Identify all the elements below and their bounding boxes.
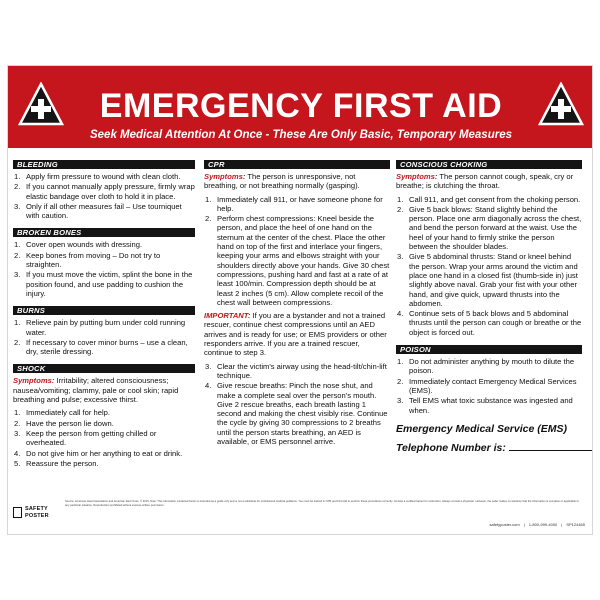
list-item: 1. Cover open wounds with dressing.: [14, 240, 143, 250]
telephone-blank-line: [509, 440, 593, 451]
list-item: 4. Give rescue breaths: Pinch the nose shut, and make a complete seal over the person's mouth. Give 2 rescue breaths, each breath lasting 1 second and making the chest visibly rise. Continue the cycle by giving 30 compressions to 2 breaths until the person starts breathing, an AED is available, or EMS personnel arrive.: [205, 381, 388, 447]
list-item: 2. If you cannot manually apply pressure, firmly wrap elastic bandage over cloth to hold it in place.: [14, 182, 195, 201]
first-aid-cross-icon: [538, 82, 584, 126]
cpr-symptoms: Symptoms: The person is unresponsive, not breathing, or not breathing normally (gasping).: [204, 172, 360, 191]
list-item: 1. Immediately call for help.: [14, 408, 110, 418]
list-item: 1. Relieve pain by putting burn under cold running water.: [14, 318, 186, 337]
shock-steps: [13, 408, 195, 468]
list-item: 3. Keep the person from getting chilled or overheated.: [14, 428, 157, 448]
list-item: 2. Keep bones from moving – Do not try to straighten.: [14, 250, 161, 270]
list-item: 3. If you must move the victim, splint the bone in the position found, and use padding to cushion the injury.: [14, 270, 193, 298]
list-item: 1. Call 911, and get consent from the choking person.: [397, 194, 581, 204]
list-item: 2. Give 5 back blows: Stand slightly behind the person. Place one arm diagonally across the chest, and bend the person forward at the waist. Use the heel of your hand to firmly strike the person between the shoulder blades.: [397, 204, 582, 252]
section-heading: BLEEDING: [13, 160, 195, 169]
choking-section: [396, 160, 582, 337]
product-code: SP124465: [566, 522, 585, 527]
list-item: 4. Do not give him or her anything to eat or drink.: [14, 448, 183, 458]
list-item: 1. Apply firm pressure to wound with clean cloth.: [14, 172, 181, 181]
logo-mark-icon: [13, 507, 22, 518]
section-heading: SHOCK: [13, 364, 195, 373]
source-disclaimer: Source: American Heart Association and American Red Cross, © 2015. Note: The information contained herein is intended as a guide only and is not a substitute for professional medical guidance. You must be trained in CPR and First Aid to perform these procedures correctly. Contact a certified trainer for instruction. Always consult a physician. However, the seller makes no warranty that the information is complete or applicable to any particular situation. Reproduction prohibited without express written permission.: [65, 500, 579, 507]
footer: [13, 498, 587, 532]
shock-section: [13, 364, 195, 468]
choking-steps: [396, 195, 582, 337]
choking-symptoms: Symptoms: The person cannot cough, speak, cry or breathe; is clutching the throat.: [396, 172, 574, 191]
section-heading: POISON: [396, 345, 582, 354]
cpr-section: [204, 160, 390, 446]
list-item: 1. Do not administer anything by mouth to dilute the poison.: [397, 357, 575, 376]
left-column: [13, 160, 195, 476]
list-item: 1. Immediately call 911, or have someone phone for help.: [205, 194, 383, 213]
list-item: 2. Have the person lie down.: [14, 418, 114, 428]
shock-symptoms: Symptoms: Irritability; altered consciousness; nausea/vomiting; clammy, pale or cool skin; rapid breathing and pulse; excessive thirst.: [13, 376, 179, 405]
telephone-field: [396, 440, 582, 455]
page-title: EMERGENCY FIRST AID: [99, 87, 503, 125]
header-banner: [8, 66, 593, 148]
page-subtitle: Seek Medical Attention At Once - These Are Only Basic, Temporary Measures: [89, 129, 512, 141]
section-heading: CPR: [204, 160, 390, 169]
broken-bones-section: [13, 228, 195, 298]
phone-number: 1-800-999-4000: [528, 522, 558, 527]
ems-heading: Emergency Medical Service (EMS): [396, 422, 567, 435]
section-heading: BROKEN BONES: [13, 228, 195, 237]
list-item: 3. Tell EMS what toxic substance was ingested and when.: [397, 396, 573, 415]
first-aid-cross-icon: [18, 82, 64, 126]
list-item: 2. Perform chest compressions: Kneel beside the person, and place the heel of one hand on the sternum at the center of the chest. Place the other hand on top of the first and interlace your fingers, keeping your arms and elbows straight with your shoulders directly above your hands. Give 30 chest compressions, pushing hard and fast at a rate of at least 100/min. Compression depth should be at least 2 inches (5 cm). Allow complete recoil of the chest wall between compressions.: [205, 214, 390, 307]
first-aid-poster: [7, 65, 593, 535]
burns-section: [13, 306, 195, 356]
list-item: 2. Immediately contact Emergency Medical Services (EMS).: [397, 376, 577, 395]
list-item: 3. Clear the victim's airway using the head-tilt/chin-lift technique.: [205, 361, 387, 380]
cpr-important-note: IMPORTANT: If you are a bystander and not a trained rescuer, continue chest compressions until an AED arrives and is ready for use; or EMS providers or other responders arrive. If you are a trained rescuer, continue to step 3.: [204, 311, 387, 358]
safety-poster-logo: [13, 506, 57, 520]
poison-section: [396, 345, 582, 415]
cpr-steps-continued: [204, 362, 390, 447]
logo-text: SAFETY POSTER: [25, 506, 49, 519]
footer-contact: safetyposter.com | 1-800-999-4000 | SP124465: [489, 522, 585, 527]
list-item: 3. Give 5 abdominal thrusts: Stand or kneel behind the person. Wrap your arms around the victim and place one hand in a closed fist (thumb-side in) just slightly above naval. Grab your fist with your other hand, and give quick, upward thrusts into the abdomen.: [397, 252, 578, 308]
right-column: [396, 160, 582, 455]
burns-steps: [13, 318, 195, 356]
section-heading: CONSCIOUS CHOKING: [396, 160, 582, 169]
list-item: 3. Only if all other measures fail – Use tourniquet with caution.: [14, 201, 182, 221]
middle-column: [204, 160, 390, 454]
list-item: 5. Reassure the person.: [14, 458, 99, 468]
section-heading: BURNS: [13, 306, 195, 315]
bleeding-steps: [13, 172, 195, 220]
poison-steps: [396, 357, 582, 415]
list-item: 2. If necessary to cover minor burns – use a clean, dry, sterile dressing.: [14, 337, 188, 357]
cpr-steps: [204, 195, 390, 308]
telephone-label: Telephone Number is:: [396, 441, 506, 454]
bleeding-section: [13, 160, 195, 220]
website-link[interactable]: safetyposter.com: [489, 522, 520, 527]
list-item: 4. Continue sets of 5 back blows and 5 abdominal thrusts until the person can cough or breathe or the object is forced out.: [397, 309, 582, 337]
broken-bones-steps: [13, 240, 195, 298]
